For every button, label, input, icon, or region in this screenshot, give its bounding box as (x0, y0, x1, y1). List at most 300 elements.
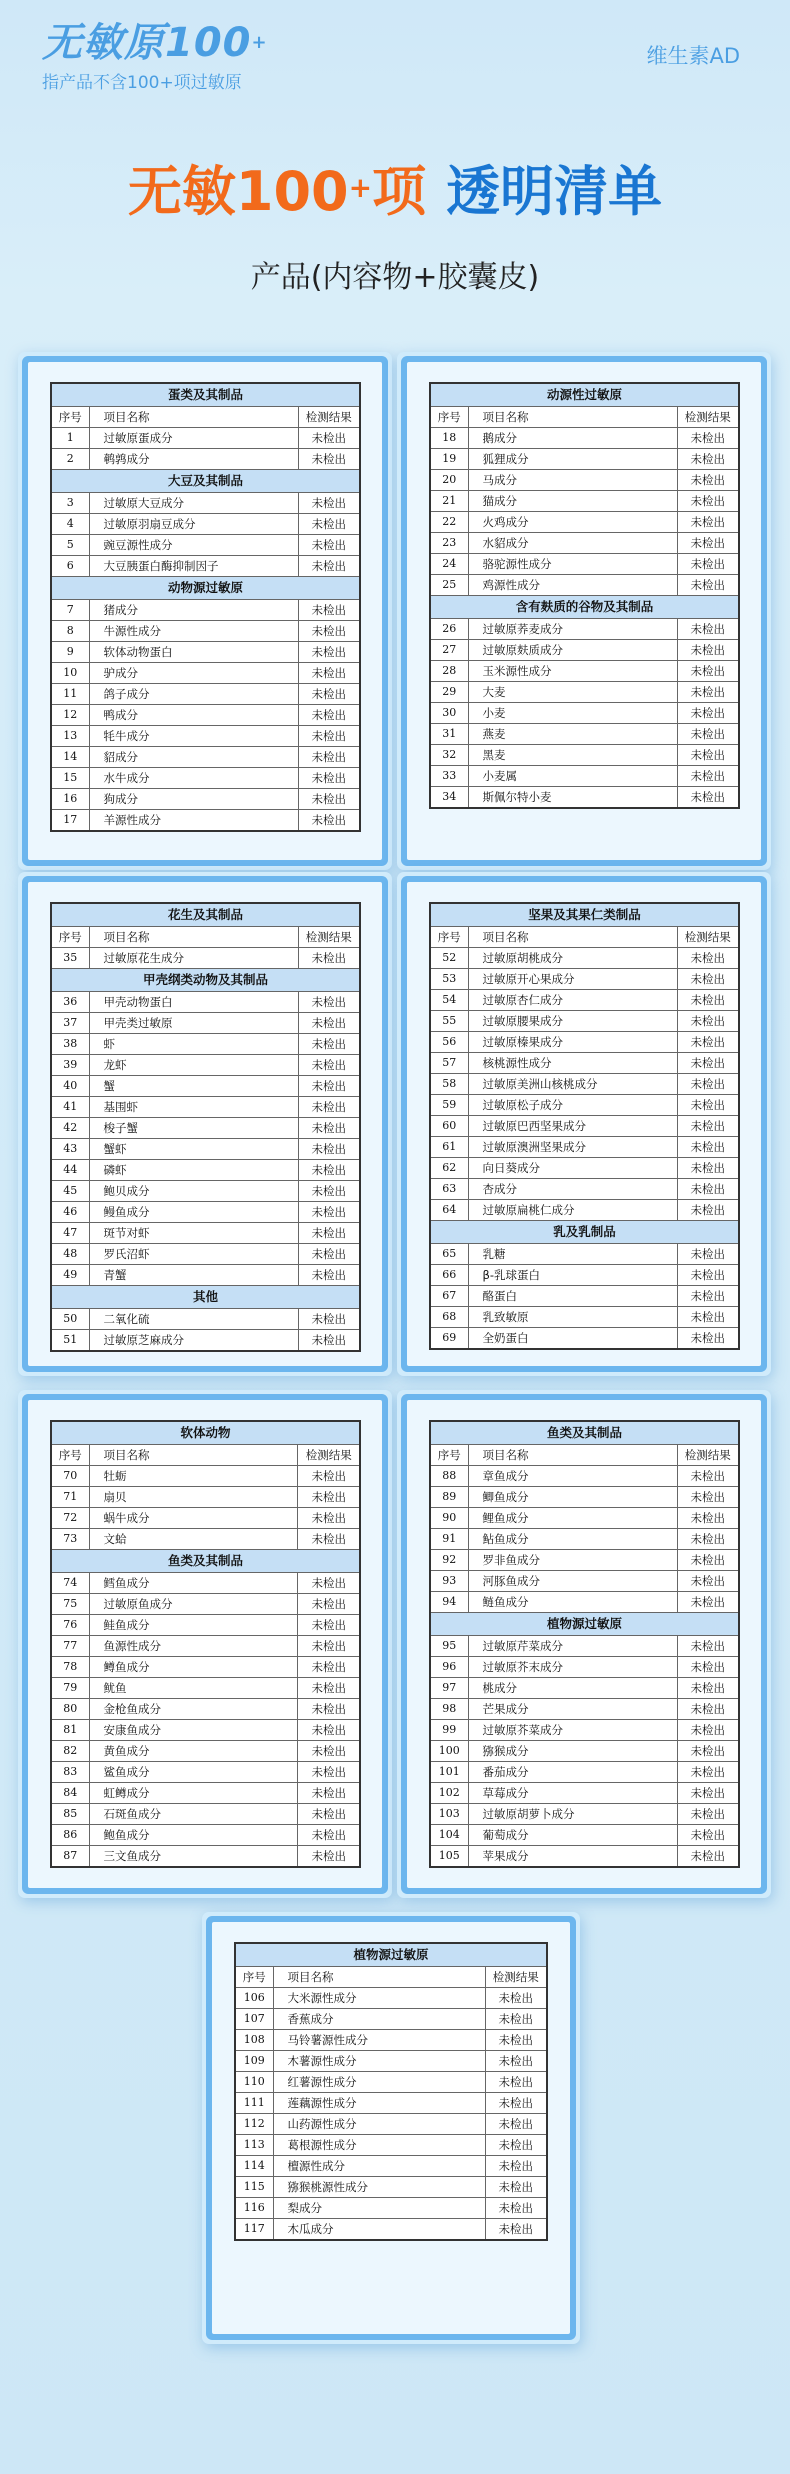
item-name: 大米源性成分 (273, 1988, 485, 2009)
table-row (430, 1244, 739, 1265)
col-header-no: 序号 (51, 1445, 89, 1466)
panel-3 (28, 882, 382, 1366)
item-number: 46 (51, 1202, 89, 1223)
table-row (430, 1571, 739, 1592)
item-result: 未检出 (677, 1158, 739, 1179)
category-title: 动物源过敏原 (51, 577, 360, 600)
item-result: 未检出 (677, 1592, 739, 1613)
item-name: 鹅成分 (468, 428, 677, 449)
table-row (430, 1720, 739, 1741)
item-number: 68 (430, 1307, 468, 1328)
item-result: 未检出 (677, 1074, 739, 1095)
col-header-name: 项目名称 (273, 1967, 485, 1988)
category-row (430, 1221, 739, 1244)
item-number: 91 (430, 1529, 468, 1550)
item-result: 未检出 (677, 969, 739, 990)
table-row (430, 1529, 739, 1550)
item-result: 未检出 (298, 705, 360, 726)
item-name: 马铃薯源性成分 (273, 2030, 485, 2051)
item-name: 虾 (89, 1034, 298, 1055)
item-result: 未检出 (485, 2030, 547, 2051)
item-name: 鹌鹑成分 (89, 449, 298, 470)
item-name: 过敏原荞麦成分 (468, 619, 677, 640)
table-row (430, 724, 739, 745)
item-name: 香蕉成分 (273, 2009, 485, 2030)
item-name: 鲑鱼成分 (89, 1615, 298, 1636)
item-result: 未检出 (485, 2072, 547, 2093)
item-name: 鲍鱼成分 (89, 1825, 298, 1846)
item-result: 未检出 (677, 682, 739, 703)
item-number: 81 (51, 1720, 89, 1741)
item-number: 1 (51, 428, 89, 449)
item-result: 未检出 (677, 1095, 739, 1116)
category-row (430, 903, 739, 927)
table-row (430, 703, 739, 724)
item-number: 67 (430, 1286, 468, 1307)
item-result: 未检出 (485, 2114, 547, 2135)
item-number: 8 (51, 621, 89, 642)
table-row (430, 1508, 739, 1529)
item-number: 70 (51, 1466, 89, 1487)
item-number: 44 (51, 1160, 89, 1181)
item-number: 83 (51, 1762, 89, 1783)
item-name: 过敏原松子成分 (468, 1095, 677, 1116)
table-row (51, 1244, 360, 1265)
table-row (430, 575, 739, 596)
item-name: 杏成分 (468, 1179, 677, 1200)
item-number: 48 (51, 1244, 89, 1265)
table-row (51, 1720, 360, 1741)
item-name: 鳕鱼成分 (89, 1573, 298, 1594)
item-number: 88 (430, 1466, 468, 1487)
table-row (430, 745, 739, 766)
item-name: 葛根源性成分 (273, 2135, 485, 2156)
item-number: 107 (235, 2009, 273, 2030)
item-number: 105 (430, 1846, 468, 1868)
item-result: 未检出 (298, 1825, 360, 1846)
item-number: 54 (430, 990, 468, 1011)
item-result: 未检出 (298, 1720, 360, 1741)
item-result: 未检出 (298, 1202, 360, 1223)
brand-subtitle: 指产品不含100+项过敏原 (42, 73, 242, 93)
category-title: 蛋类及其制品 (51, 383, 360, 407)
table-row (430, 428, 739, 449)
item-name: 桃成分 (468, 1678, 677, 1699)
item-number: 71 (51, 1487, 89, 1508)
item-result: 未检出 (298, 1846, 360, 1868)
item-number: 99 (430, 1720, 468, 1741)
item-name: 过敏原澳洲坚果成分 (468, 1137, 677, 1158)
item-number: 95 (430, 1636, 468, 1657)
category-title: 其他 (51, 1286, 360, 1309)
table-row (430, 948, 739, 969)
item-name: 斯佩尔特小麦 (468, 787, 677, 809)
item-name: 鸭成分 (89, 705, 298, 726)
item-number: 86 (51, 1825, 89, 1846)
item-result: 未检出 (298, 789, 360, 810)
category-title: 花生及其制品 (51, 903, 360, 927)
table-row (430, 766, 739, 787)
item-number: 61 (430, 1137, 468, 1158)
table-row (51, 1678, 360, 1699)
table-row (51, 1330, 360, 1352)
item-result: 未检出 (298, 1139, 360, 1160)
item-number: 89 (430, 1487, 468, 1508)
table-row (51, 1265, 360, 1286)
item-name: 草莓成分 (468, 1783, 677, 1804)
table-row (430, 1804, 739, 1825)
table-row (430, 1592, 739, 1613)
panel-2 (407, 362, 761, 860)
table-row (51, 1181, 360, 1202)
item-name: 水貂成分 (468, 533, 677, 554)
item-result: 未检出 (298, 1309, 360, 1330)
item-name: 过敏原芥末成分 (468, 1657, 677, 1678)
item-number: 25 (430, 575, 468, 596)
item-name: 青蟹 (89, 1265, 298, 1286)
table-row (51, 810, 360, 832)
item-name: 罗氏沼虾 (89, 1244, 298, 1265)
item-name: 葡萄成分 (468, 1825, 677, 1846)
item-name: 过敏原芹菜成分 (468, 1636, 677, 1657)
item-name: 过敏原扁桃仁成分 (468, 1200, 677, 1221)
item-number: 50 (51, 1309, 89, 1330)
category-title: 大豆及其制品 (51, 470, 360, 493)
category-row (51, 383, 360, 407)
title-part1: 无敏100 (127, 160, 349, 223)
table-row (430, 1699, 739, 1720)
item-result: 未检出 (298, 1573, 360, 1594)
table-row (51, 1573, 360, 1594)
item-number: 65 (430, 1244, 468, 1265)
item-result: 未检出 (298, 1636, 360, 1657)
table-row (51, 726, 360, 747)
page-title (0, 160, 790, 224)
item-name: 鸡源性成分 (468, 575, 677, 596)
item-name: 狐狸成分 (468, 449, 677, 470)
item-number: 97 (430, 1678, 468, 1699)
item-number: 116 (235, 2198, 273, 2219)
item-name: 燕麦 (468, 724, 677, 745)
item-name: 苹果成分 (468, 1846, 677, 1868)
item-number: 45 (51, 1181, 89, 1202)
category-row (430, 1613, 739, 1636)
item-result: 未检出 (298, 684, 360, 705)
table-row (430, 1487, 739, 1508)
item-number: 101 (430, 1762, 468, 1783)
table-row (51, 1466, 360, 1487)
item-result: 未检出 (677, 428, 739, 449)
item-number: 2 (51, 449, 89, 470)
allergen-table (429, 1420, 740, 1868)
table-row (51, 1076, 360, 1097)
item-result: 未检出 (677, 470, 739, 491)
table-row (51, 992, 360, 1013)
item-number: 84 (51, 1783, 89, 1804)
allergen-table (429, 382, 740, 809)
item-result: 未检出 (298, 1487, 360, 1508)
table-row (51, 449, 360, 470)
item-number: 79 (51, 1678, 89, 1699)
item-result: 未检出 (677, 1244, 739, 1265)
item-number: 106 (235, 1988, 273, 2009)
item-name: 狗成分 (89, 789, 298, 810)
item-number: 7 (51, 600, 89, 621)
item-result: 未检出 (677, 1307, 739, 1328)
table-row (51, 1202, 360, 1223)
col-header-result: 检测结果 (485, 1967, 547, 1988)
table-row (430, 1550, 739, 1571)
item-name: 鳗鱼成分 (89, 1202, 298, 1223)
item-number: 6 (51, 556, 89, 577)
table-row (51, 514, 360, 535)
item-number: 38 (51, 1034, 89, 1055)
item-name: 过敏原羽扇豆成分 (89, 514, 298, 535)
item-number: 111 (235, 2093, 273, 2114)
item-number: 87 (51, 1846, 89, 1868)
item-name: 大豆胰蛋白酶抑制因子 (89, 556, 298, 577)
table-row (430, 1265, 739, 1286)
col-header-no: 序号 (51, 927, 89, 948)
table-row (430, 1636, 739, 1657)
item-name: 金枪鱼成分 (89, 1699, 298, 1720)
item-number: 47 (51, 1223, 89, 1244)
item-name: 骆驼源性成分 (468, 554, 677, 575)
col-header-result: 检测结果 (677, 927, 739, 948)
item-result: 未检出 (298, 1076, 360, 1097)
table-row (235, 2114, 547, 2135)
item-name: 山药源性成分 (273, 2114, 485, 2135)
item-result: 未检出 (677, 1636, 739, 1657)
table-row (430, 1095, 739, 1116)
item-result: 未检出 (677, 491, 739, 512)
table-row (430, 470, 739, 491)
item-name: 鱼源性成分 (89, 1636, 298, 1657)
item-number: 18 (430, 428, 468, 449)
table-row (51, 642, 360, 663)
item-name: 豌豆源性成分 (89, 535, 298, 556)
item-number: 31 (430, 724, 468, 745)
item-name: 过敏原芥菜成分 (468, 1720, 677, 1741)
item-name: 貂成分 (89, 747, 298, 768)
item-name: 全奶蛋白 (468, 1328, 677, 1350)
item-name: 过敏原腰果成分 (468, 1011, 677, 1032)
allergen-table (50, 902, 361, 1352)
item-result: 未检出 (298, 514, 360, 535)
item-name: 过敏原美洲山核桃成分 (468, 1074, 677, 1095)
table-row (51, 1529, 360, 1550)
item-result: 未检出 (298, 948, 360, 969)
category-title: 动源性过敏原 (430, 383, 739, 407)
title-part2: 项 (372, 160, 427, 223)
item-result: 未检出 (298, 1244, 360, 1265)
item-number: 32 (430, 745, 468, 766)
table-row (51, 1594, 360, 1615)
item-result: 未检出 (677, 1053, 739, 1074)
item-name: 鱿鱼 (89, 1678, 298, 1699)
brand-block (42, 20, 268, 93)
item-result: 未检出 (298, 1804, 360, 1825)
item-number: 41 (51, 1097, 89, 1118)
item-name: 黑麦 (468, 745, 677, 766)
table-row (235, 1988, 547, 2009)
table-row (51, 1139, 360, 1160)
item-result: 未检出 (677, 640, 739, 661)
table-row (51, 1160, 360, 1181)
item-result: 未检出 (298, 810, 360, 832)
item-number: 80 (51, 1699, 89, 1720)
item-name: 蟹虾 (89, 1139, 298, 1160)
item-name: 软体动物蛋白 (89, 642, 298, 663)
item-result: 未检出 (677, 1137, 739, 1158)
item-number: 90 (430, 1508, 468, 1529)
table-row (51, 535, 360, 556)
item-number: 11 (51, 684, 89, 705)
category-title: 乳及乳制品 (430, 1221, 739, 1244)
category-row (51, 903, 360, 927)
col-header-name: 项目名称 (468, 1445, 677, 1466)
item-name: 鸽子成分 (89, 684, 298, 705)
item-number: 63 (430, 1179, 468, 1200)
header-row (430, 927, 739, 948)
item-name: 芒果成分 (468, 1699, 677, 1720)
title-plus: + (348, 171, 373, 204)
table-row (430, 619, 739, 640)
item-number: 77 (51, 1636, 89, 1657)
item-name: 过敏原胡桃成分 (468, 948, 677, 969)
table-row (51, 1825, 360, 1846)
item-name: 牦牛成分 (89, 726, 298, 747)
table-row (51, 428, 360, 449)
item-number: 64 (430, 1200, 468, 1221)
table-row (51, 1013, 360, 1034)
col-header-no: 序号 (51, 407, 89, 428)
item-result: 未检出 (677, 1678, 739, 1699)
item-number: 20 (430, 470, 468, 491)
item-number: 74 (51, 1573, 89, 1594)
item-number: 102 (430, 1783, 468, 1804)
allergen-table (429, 902, 740, 1350)
panel-6 (407, 1400, 761, 1888)
item-result: 未检出 (298, 1466, 360, 1487)
item-name: 甲壳类过敏原 (89, 1013, 298, 1034)
item-number: 66 (430, 1265, 468, 1286)
table-row (430, 1074, 739, 1095)
table-row (51, 768, 360, 789)
item-name: β-乳球蛋白 (468, 1265, 677, 1286)
item-number: 52 (430, 948, 468, 969)
panel-7 (212, 1922, 570, 2334)
item-number: 12 (51, 705, 89, 726)
item-name: 过敏原杏仁成分 (468, 990, 677, 1011)
item-result: 未检出 (298, 535, 360, 556)
item-result: 未检出 (677, 1825, 739, 1846)
item-name: 鲫鱼成分 (468, 1487, 677, 1508)
table-row (51, 684, 360, 705)
item-name: 过敏原花生成分 (89, 948, 298, 969)
item-number: 75 (51, 1594, 89, 1615)
category-row (51, 470, 360, 493)
table-row (430, 1846, 739, 1868)
item-name: 鲤鱼成分 (468, 1508, 677, 1529)
table-row (430, 533, 739, 554)
item-number: 26 (430, 619, 468, 640)
item-name: 磷虾 (89, 1160, 298, 1181)
item-name: 扇贝 (89, 1487, 298, 1508)
table-row (430, 1657, 739, 1678)
item-name: 过敏原鱼成分 (89, 1594, 298, 1615)
table-row (51, 663, 360, 684)
item-number: 3 (51, 493, 89, 514)
table-row (51, 1846, 360, 1868)
item-result: 未检出 (677, 1032, 739, 1053)
table-row (235, 2135, 547, 2156)
item-result: 未检出 (298, 747, 360, 768)
table-row (51, 1508, 360, 1529)
table-row (51, 621, 360, 642)
table-row (430, 640, 739, 661)
item-result: 未检出 (485, 2051, 547, 2072)
category-title: 鱼类及其制品 (430, 1421, 739, 1445)
item-number: 10 (51, 663, 89, 684)
item-result: 未检出 (298, 1181, 360, 1202)
title-highlight (128, 160, 426, 223)
item-result: 未检出 (298, 1762, 360, 1783)
item-result: 未检出 (677, 1328, 739, 1350)
item-name: 过敏原开心果成分 (468, 969, 677, 990)
item-number: 93 (430, 1571, 468, 1592)
table-row (51, 600, 360, 621)
col-header-result: 检测结果 (298, 927, 360, 948)
table-row (51, 556, 360, 577)
table-row (51, 948, 360, 969)
item-result: 未检出 (677, 1011, 739, 1032)
col-header-result: 检测结果 (677, 1445, 739, 1466)
table-row (430, 1032, 739, 1053)
item-name: 番茄成分 (468, 1762, 677, 1783)
item-name: 鲍贝成分 (89, 1181, 298, 1202)
item-number: 22 (430, 512, 468, 533)
col-header-result: 检测结果 (298, 407, 360, 428)
item-result: 未检出 (677, 1783, 739, 1804)
col-header-name: 项目名称 (468, 407, 677, 428)
table-row (51, 1762, 360, 1783)
item-result: 未检出 (298, 556, 360, 577)
item-name: 向日葵成分 (468, 1158, 677, 1179)
item-number: 39 (51, 1055, 89, 1076)
item-number: 85 (51, 1804, 89, 1825)
item-result: 未检出 (677, 703, 739, 724)
table-row (51, 1615, 360, 1636)
table-row (430, 787, 739, 809)
table-row (430, 1116, 739, 1137)
item-name: 猕猴成分 (468, 1741, 677, 1762)
item-result: 未检出 (485, 2135, 547, 2156)
item-name: 鲢鱼成分 (468, 1592, 677, 1613)
table-row (430, 1783, 739, 1804)
item-result: 未检出 (298, 992, 360, 1013)
item-name: 虹鳟成分 (89, 1783, 298, 1804)
table-row (430, 1137, 739, 1158)
item-number: 114 (235, 2156, 273, 2177)
category-title: 植物源过敏原 (430, 1613, 739, 1636)
table-row (51, 1783, 360, 1804)
brand-logo-text: 无敏原100 (42, 20, 252, 66)
category-row (51, 1550, 360, 1573)
table-row (51, 1657, 360, 1678)
item-result: 未检出 (298, 1615, 360, 1636)
item-name: 三文鱼成分 (89, 1846, 298, 1868)
